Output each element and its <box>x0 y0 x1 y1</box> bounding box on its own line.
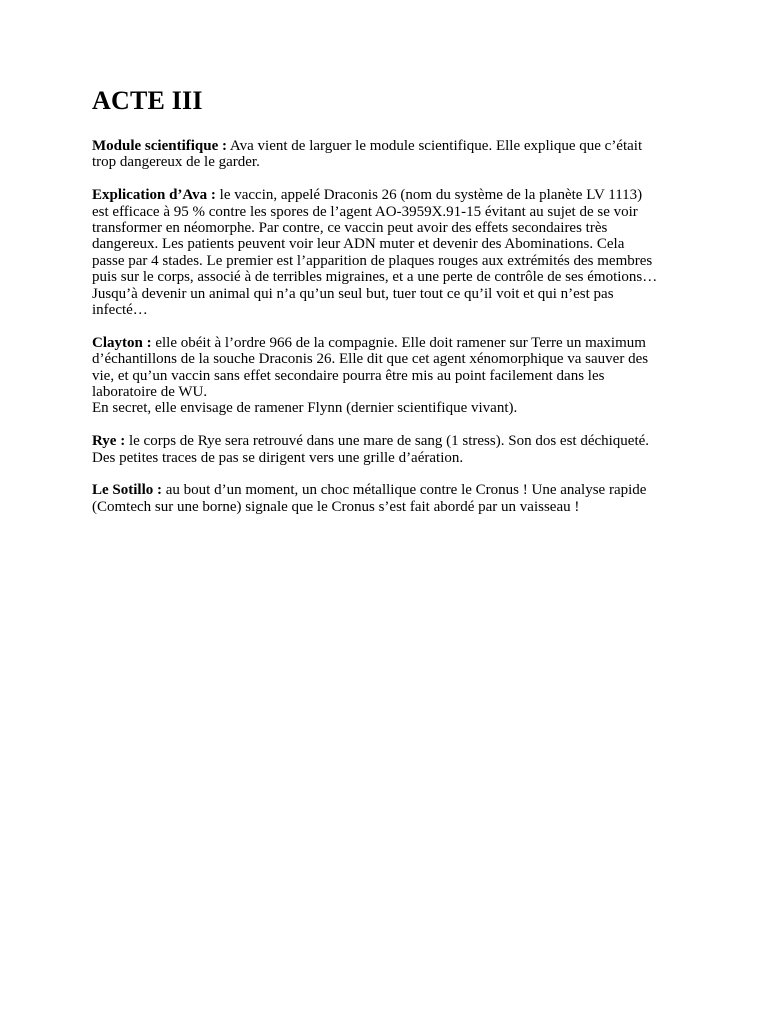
paragraph-line <box>92 187 682 203</box>
paragraph-line <box>92 482 682 498</box>
paragraph-line <box>92 335 682 351</box>
paragraph-line <box>92 138 682 154</box>
section-clayton <box>92 335 682 417</box>
paragraph-text: le vaccin, appelé Draconis 26 (nom du système de la planète LV 1113) <box>215 187 643 204</box>
section-module-scientifique <box>92 138 682 171</box>
paragraph-line: trop dangereux de le garder. <box>92 154 260 171</box>
section-label: Clayton : <box>92 334 152 351</box>
section-explication-ava <box>92 187 682 318</box>
section-rye <box>92 433 682 466</box>
paragraph-line: En secret, elle envisage de ramener Flynn (dernier scientifique vivant). <box>92 400 518 417</box>
paragraph-line: passe par 4 stades. Le premier est l’apparition de plaques rouges aux extrémités des membres <box>92 252 653 269</box>
paragraph-line: vie, et qu’un vaccin sans effet secondaire pourra être mis au point facilement dans les <box>92 367 605 384</box>
paragraph-line: laboratoire de WU. <box>92 384 208 401</box>
document-page <box>92 86 682 532</box>
paragraph-line: puis sur le corps, associé à de terribles migraines, et a une perte de contrôle de ses émotions… <box>92 269 658 286</box>
section-le-sotillo <box>92 482 682 515</box>
paragraph-line: dangereux. Les patients peuvent voir leur ADN muter et devenir des Abominations. Cela <box>92 236 625 253</box>
paragraph-text: le corps de Rye sera retrouvé dans une mare de sang (1 stress). Son dos est déchiqueté. <box>125 433 650 450</box>
paragraph-line <box>92 433 682 449</box>
section-label: Module scientifique : <box>92 138 227 154</box>
paragraph-text: au bout d’un moment, un choc métallique contre le Cronus ! Une analyse rapide <box>162 482 647 499</box>
paragraph-line: d’échantillons de la souche Draconis 26. Elle dit que cet agent xénomorphique va sauver des <box>92 351 649 368</box>
paragraph-line: (Comtech sur une borne) signale que le Cronus s’est fait abordé par un vaisseau ! <box>92 498 580 515</box>
section-label: Explication d’Ava : <box>92 187 216 204</box>
paragraph-line: infecté… <box>92 302 148 319</box>
paragraph-line: Jusqu’à devenir un animal qui n’a qu’un seul but, tuer tout ce qu’il voit et qui n’est pas <box>92 285 614 302</box>
section-label: Le Sotillo : <box>92 482 162 499</box>
paragraph-line: est efficace à 95 % contre les spores de l’agent AO-3959X.91-15 évitant au sujet de se voir <box>92 203 638 220</box>
paragraph-line: Des petites traces de pas se dirigent vers une grille d’aération. <box>92 449 464 466</box>
paragraph-text: Ava vient de larguer le module scientifique. Elle explique que c’était <box>227 138 643 154</box>
document-title: ACTE III <box>92 86 203 115</box>
paragraph-text: elle obéit à l’ordre 966 de la compagnie. Elle doit ramener sur Terre un maximum <box>151 334 646 351</box>
section-label: Rye : <box>92 433 126 450</box>
paragraph-line: transformer en néomorphe. Par contre, ce vaccin peut avoir des effets secondaires très <box>92 220 608 237</box>
